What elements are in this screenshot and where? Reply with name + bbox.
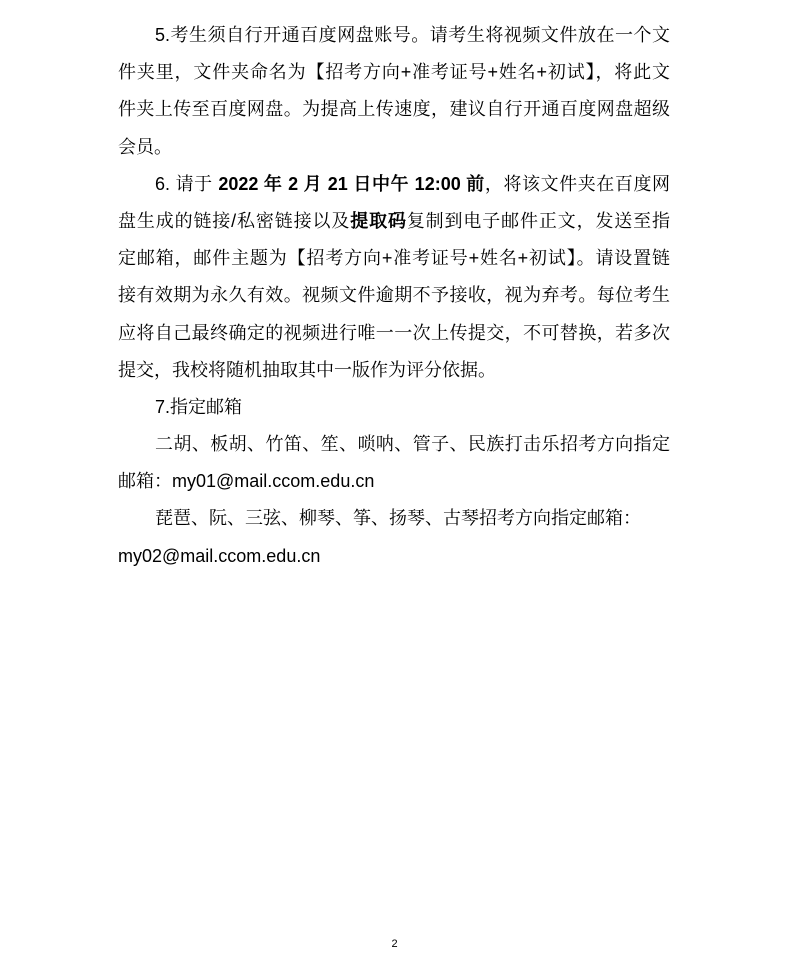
text-line	[118, 500, 670, 537]
text-segment: 提交，我校将随机抽取其中一版作为评分依据。	[118, 359, 496, 380]
text-line	[118, 54, 670, 91]
text-segment: 件夹上传至百度网盘。为提高上传速度，建议自行开通百度网盘超级	[118, 99, 670, 120]
text-segment: 定邮箱，邮件主题为【招考方向+准考证号+姓名+初试】。请设置链	[118, 248, 670, 269]
text-line	[118, 129, 670, 166]
text-segment: 6. 请于	[155, 173, 219, 194]
text-line	[118, 277, 670, 314]
text-line	[118, 352, 670, 389]
text-segment: 盘生成的链接/私密链接以及	[118, 210, 351, 231]
text-segment: 琵琶、阮、三弦、柳琴、筝、扬琴、古琴招考方向指定邮箱：	[155, 508, 641, 529]
text-segment: 复制到电子邮件正文，发送至指	[406, 210, 670, 231]
text-line	[118, 91, 670, 128]
text-segment: 7.指定邮箱	[155, 396, 243, 417]
text-line	[118, 426, 670, 463]
document-body	[118, 17, 670, 575]
text-segment: 会员。	[118, 136, 172, 157]
text-segment: 二胡、板胡、竹笛、笙、唢呐、管子、民族打击乐招考方向指定	[155, 434, 670, 455]
text-segment: 件夹里，文件夹命名为【招考方向+准考证号+姓名+初试】，将此文	[118, 62, 670, 83]
bold-text: 2022 年 2 月 21 日中午 12:00 前	[218, 173, 485, 194]
text-segment: 邮箱：my01@mail.ccom.edu.cn	[118, 471, 375, 492]
text-line	[118, 203, 670, 240]
page-number: 2	[391, 938, 398, 950]
text-line	[118, 463, 670, 500]
text-line	[118, 166, 670, 203]
text-line	[118, 240, 670, 277]
text-segment: 5.考生须自行开通百度网盘账号。请考生将视频文件放在一个文	[155, 25, 670, 45]
text-line	[118, 315, 670, 352]
text-segment: 接有效期为永久有效。视频文件逾期不予接收，视为弃考。每位考生	[118, 285, 670, 306]
bold-text: 提取码	[350, 210, 407, 231]
text-segment: ，将该文件夹在百度网	[484, 173, 670, 194]
text-segment: my02@mail.ccom.edu.cn	[118, 545, 321, 566]
text-line	[118, 538, 670, 575]
text-line	[118, 389, 670, 426]
text-line	[118, 17, 670, 54]
text-segment: 应将自己最终确定的视频进行唯一一次上传提交，不可替换，若多次	[118, 322, 670, 343]
